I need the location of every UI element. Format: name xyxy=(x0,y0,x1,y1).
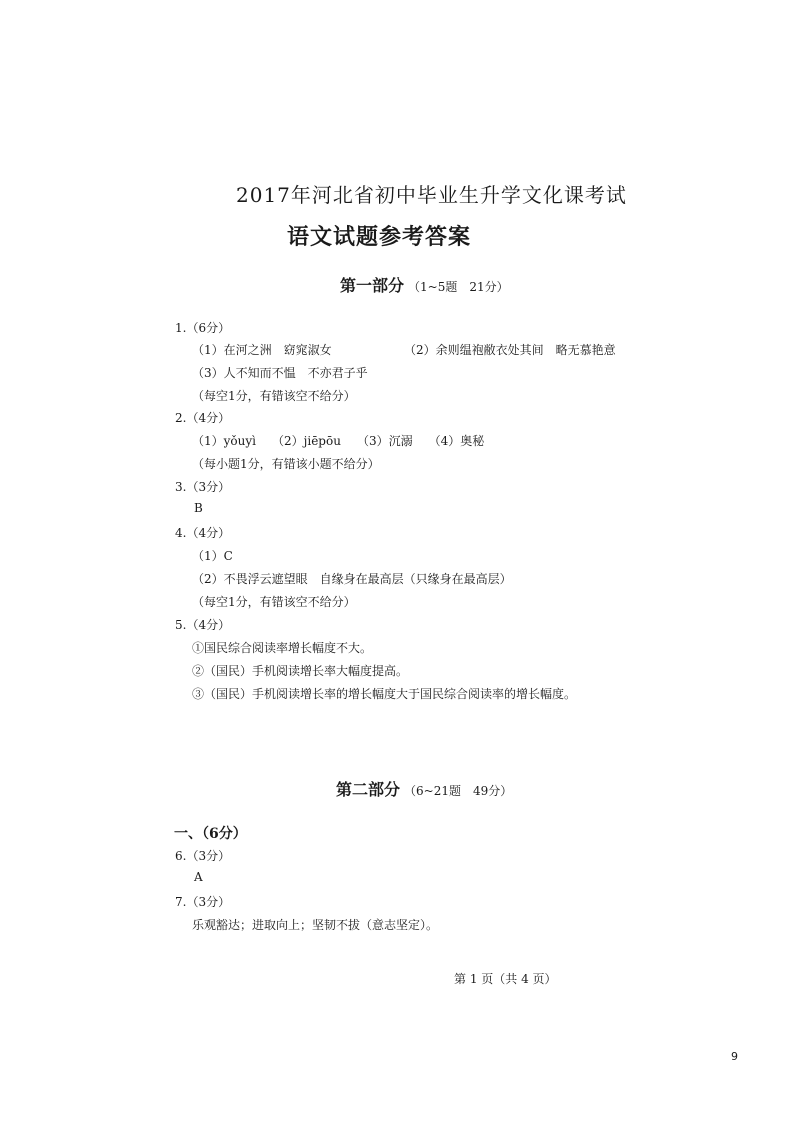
q6-number: 6.（3分） xyxy=(175,849,231,863)
q1-answer-3: （3）人不知而不愠 不亦君子乎 xyxy=(192,366,368,380)
q5-answer-2: ②（国民）手机阅读增长率大幅度提高。 xyxy=(192,664,409,678)
q2-answers xyxy=(192,432,484,449)
q4-number: 4.（4分） xyxy=(175,526,231,540)
page-number: 9 xyxy=(731,1050,738,1063)
q1-answer-1: （1）在河之洲 窈窕淑女 xyxy=(192,343,332,357)
q7-number: 7.（3分） xyxy=(175,895,231,909)
q4-scoring-note: （每空1分，有错该空不给分） xyxy=(192,595,356,609)
q1-scoring-note: （每空1分，有错该空不给分） xyxy=(192,389,356,403)
q2-answer-1: （1）yǒuyì xyxy=(192,434,256,448)
q4-answer-1: （1）C xyxy=(192,549,233,563)
q3-number: 3.（3分） xyxy=(175,480,231,494)
page-title: 2017年河北省初中毕业生升学文化课考试 xyxy=(236,183,627,207)
part1-heading xyxy=(340,273,509,296)
part1-heading-label: 第一部分 xyxy=(340,276,405,295)
q4-answer-2: （2）不畏浮云遮望眼 自缘身在最高层（只缘身在最高层） xyxy=(192,572,512,586)
page-subtitle: 语文试题参考答案 xyxy=(287,225,472,250)
part2-heading-range: （6~21题 49分） xyxy=(404,784,513,798)
q1-number: 1.（6分） xyxy=(175,321,231,335)
q2-number: 2.（4分） xyxy=(175,411,231,425)
q7-answer: 乐观豁达；进取向上；坚韧不拔（意志坚定）。 xyxy=(192,918,439,932)
q5-number: 5.（4分） xyxy=(175,618,231,632)
q2-answer-2: （2）jiēpōu xyxy=(272,434,341,448)
q2-answer-4: （4）奥秘 xyxy=(428,434,485,448)
part2-heading xyxy=(336,777,512,800)
part2-heading-label: 第二部分 xyxy=(336,780,401,799)
q1-answer-2: （2）余则缊袍敝衣处其间 略无慕艳意 xyxy=(404,343,616,357)
q3-answer: B xyxy=(194,501,203,515)
section1-heading: 一、（6分） xyxy=(174,826,247,842)
q2-scoring-note: （每小题1分，有错该小题不给分） xyxy=(192,457,380,471)
page-footer: 第 1 页（共 4 页） xyxy=(454,972,557,986)
q6-answer: A xyxy=(194,870,203,884)
part1-heading-range: （1~5题 21分） xyxy=(408,280,509,294)
q2-answer-3: （3）沉溺 xyxy=(356,434,413,448)
q5-answer-3: ③（国民）手机阅读增长率的增长幅度大于国民综合阅读率的增长幅度。 xyxy=(192,687,577,701)
q5-answer-1: ①国民综合阅读率增长幅度不大。 xyxy=(192,641,373,655)
